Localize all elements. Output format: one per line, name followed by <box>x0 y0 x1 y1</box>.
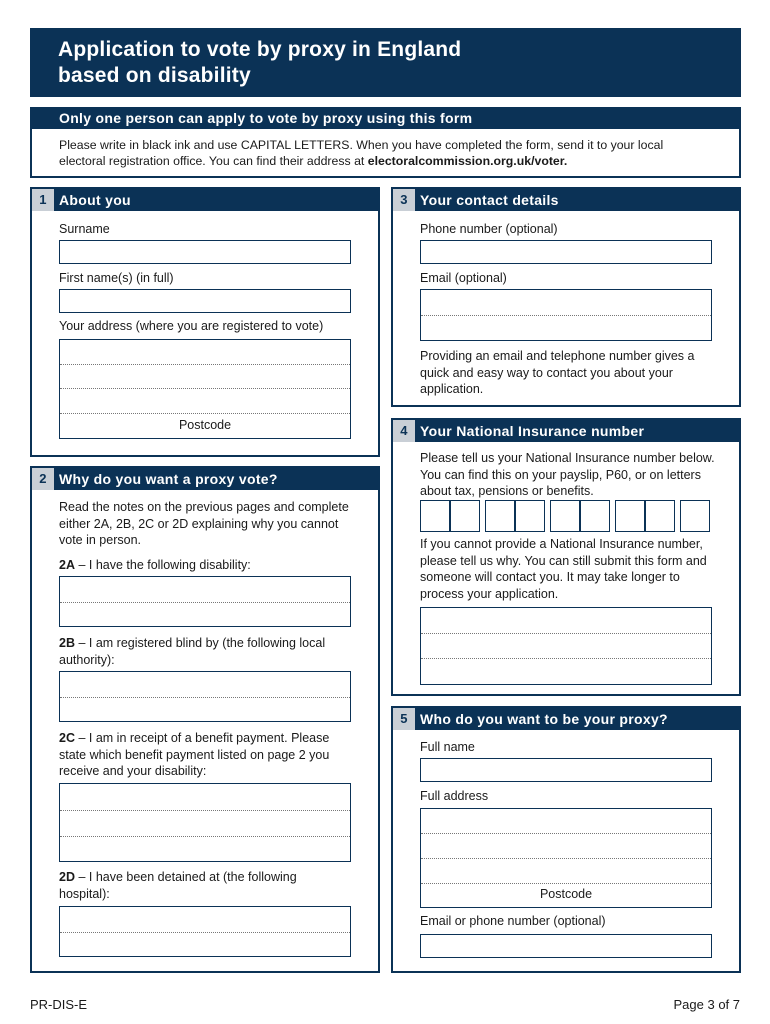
option-2c-label <box>59 730 354 780</box>
section-number: 4 <box>393 420 415 442</box>
proxy-name-field[interactable] <box>420 758 712 782</box>
surname-field[interactable] <box>59 240 351 264</box>
form-title <box>58 37 713 89</box>
first-name-label: First name(s) (in full) <box>59 271 174 285</box>
reason-instructions: Read the notes on the previous pages and complete either 2A, 2B, 2C or 2D explaining why you cannot vote in person. <box>59 500 349 547</box>
ni-missing-note: If you cannot provide a National Insurance number, please tell us why. You can still submit this form and someone will contact you. It may take longer to process your application. <box>420 537 707 601</box>
option-2a-field[interactable] <box>59 576 351 627</box>
section-title: Your contact details <box>420 192 559 208</box>
email-field[interactable] <box>420 289 712 341</box>
ni-cell[interactable] <box>645 500 675 532</box>
form-code: PR-DIS-E <box>30 997 88 1012</box>
section-number: 1 <box>32 189 54 211</box>
section-why-proxy <box>30 466 380 973</box>
section-header <box>393 420 739 442</box>
ni-reason-field[interactable] <box>420 607 712 685</box>
surname-label: Surname <box>59 222 110 236</box>
ni-cell[interactable] <box>680 500 710 532</box>
page-number: Page 3 of 7 <box>673 997 740 1012</box>
ni-instructions: Please tell us your National Insurance number below. You can find this on your payslip, P60, or on letters about tax, pensions or benefits. <box>420 451 715 498</box>
intro-text <box>32 129 739 169</box>
email-label: Email (optional) <box>420 271 507 285</box>
section-title: Who do you want to be your proxy? <box>420 711 668 727</box>
option-2a-code: 2A <box>59 558 75 572</box>
ni-cell[interactable] <box>450 500 480 532</box>
section-number: 2 <box>32 468 54 490</box>
option-2a-text: – I have the following disability: <box>74 558 251 572</box>
first-name-field[interactable] <box>59 289 351 313</box>
option-2b-field[interactable] <box>59 671 351 722</box>
section-header <box>393 708 739 730</box>
section-contact-details <box>391 187 741 407</box>
form-title-banner <box>30 28 741 97</box>
ni-cell[interactable] <box>550 500 580 532</box>
section-header <box>32 189 378 211</box>
phone-label: Phone number (optional) <box>420 222 558 236</box>
section-title: Why do you want a proxy vote? <box>59 471 278 487</box>
section-number: 3 <box>393 189 415 211</box>
address-label: Your address (where you are registered to vote) <box>59 319 324 333</box>
section-header <box>32 468 378 490</box>
section-ni-number <box>391 418 741 696</box>
option-2b-code: 2B <box>59 636 75 650</box>
proxy-address-field[interactable] <box>420 808 712 908</box>
section-about-you <box>30 187 380 457</box>
proxy-address-label: Full address <box>420 789 489 803</box>
section-proxy-details <box>391 706 741 973</box>
proxy-name-label: Full name <box>420 740 475 754</box>
section-title: Your National Insurance number <box>420 423 645 439</box>
form-title-line2: based on disability <box>58 64 251 87</box>
form-title-line1: Application to vote by proxy in England <box>58 38 462 61</box>
option-2d-text: – I have been detained at (the following hospital): <box>59 870 297 901</box>
ni-number-input[interactable] <box>420 500 712 532</box>
proxy-contact-field[interactable] <box>420 934 712 958</box>
ni-cell[interactable] <box>615 500 645 532</box>
proxy-contact-label: Email or phone number (optional) <box>420 914 606 928</box>
section-number: 5 <box>393 708 415 730</box>
option-2d-field[interactable] <box>59 906 351 957</box>
ni-cell[interactable] <box>580 500 610 532</box>
option-2b-text: – I am registered blind by (the following local authority): <box>59 636 326 667</box>
option-2c-field[interactable] <box>59 783 351 862</box>
ni-cell[interactable] <box>485 500 515 532</box>
phone-field[interactable] <box>420 240 712 264</box>
intro-text-body: Please write in black ink and use CAPITAL LETTERS. When you have completed the form, send it to your local electoral registration office. You can find their address at <box>59 138 664 168</box>
option-2d-label <box>59 869 349 902</box>
section-header <box>393 189 739 211</box>
intro-heading: Only one person can apply to vote by proxy using this form <box>32 109 739 129</box>
option-2b-label <box>59 635 349 668</box>
section-title: About you <box>59 192 131 208</box>
contact-note: Providing an email and telephone number gives a quick and easy way to contact you about your application. <box>420 349 695 396</box>
address-field[interactable] <box>59 339 351 439</box>
proxy-postcode-label: Postcode <box>539 887 593 901</box>
option-2c-code: 2C <box>59 731 75 745</box>
option-2d-code: 2D <box>59 870 75 884</box>
intro-link[interactable]: electoralcommission.org.uk/voter. <box>367 154 568 168</box>
option-2c-text: – I am in receipt of a benefit payment. Please state which benefit payment listed on page 2 you receive and your disability: <box>59 731 330 778</box>
ni-cell[interactable] <box>420 500 450 532</box>
ni-cell[interactable] <box>515 500 545 532</box>
intro-box <box>30 107 741 178</box>
postcode-label: Postcode <box>178 418 232 432</box>
option-2a-label <box>59 557 359 574</box>
